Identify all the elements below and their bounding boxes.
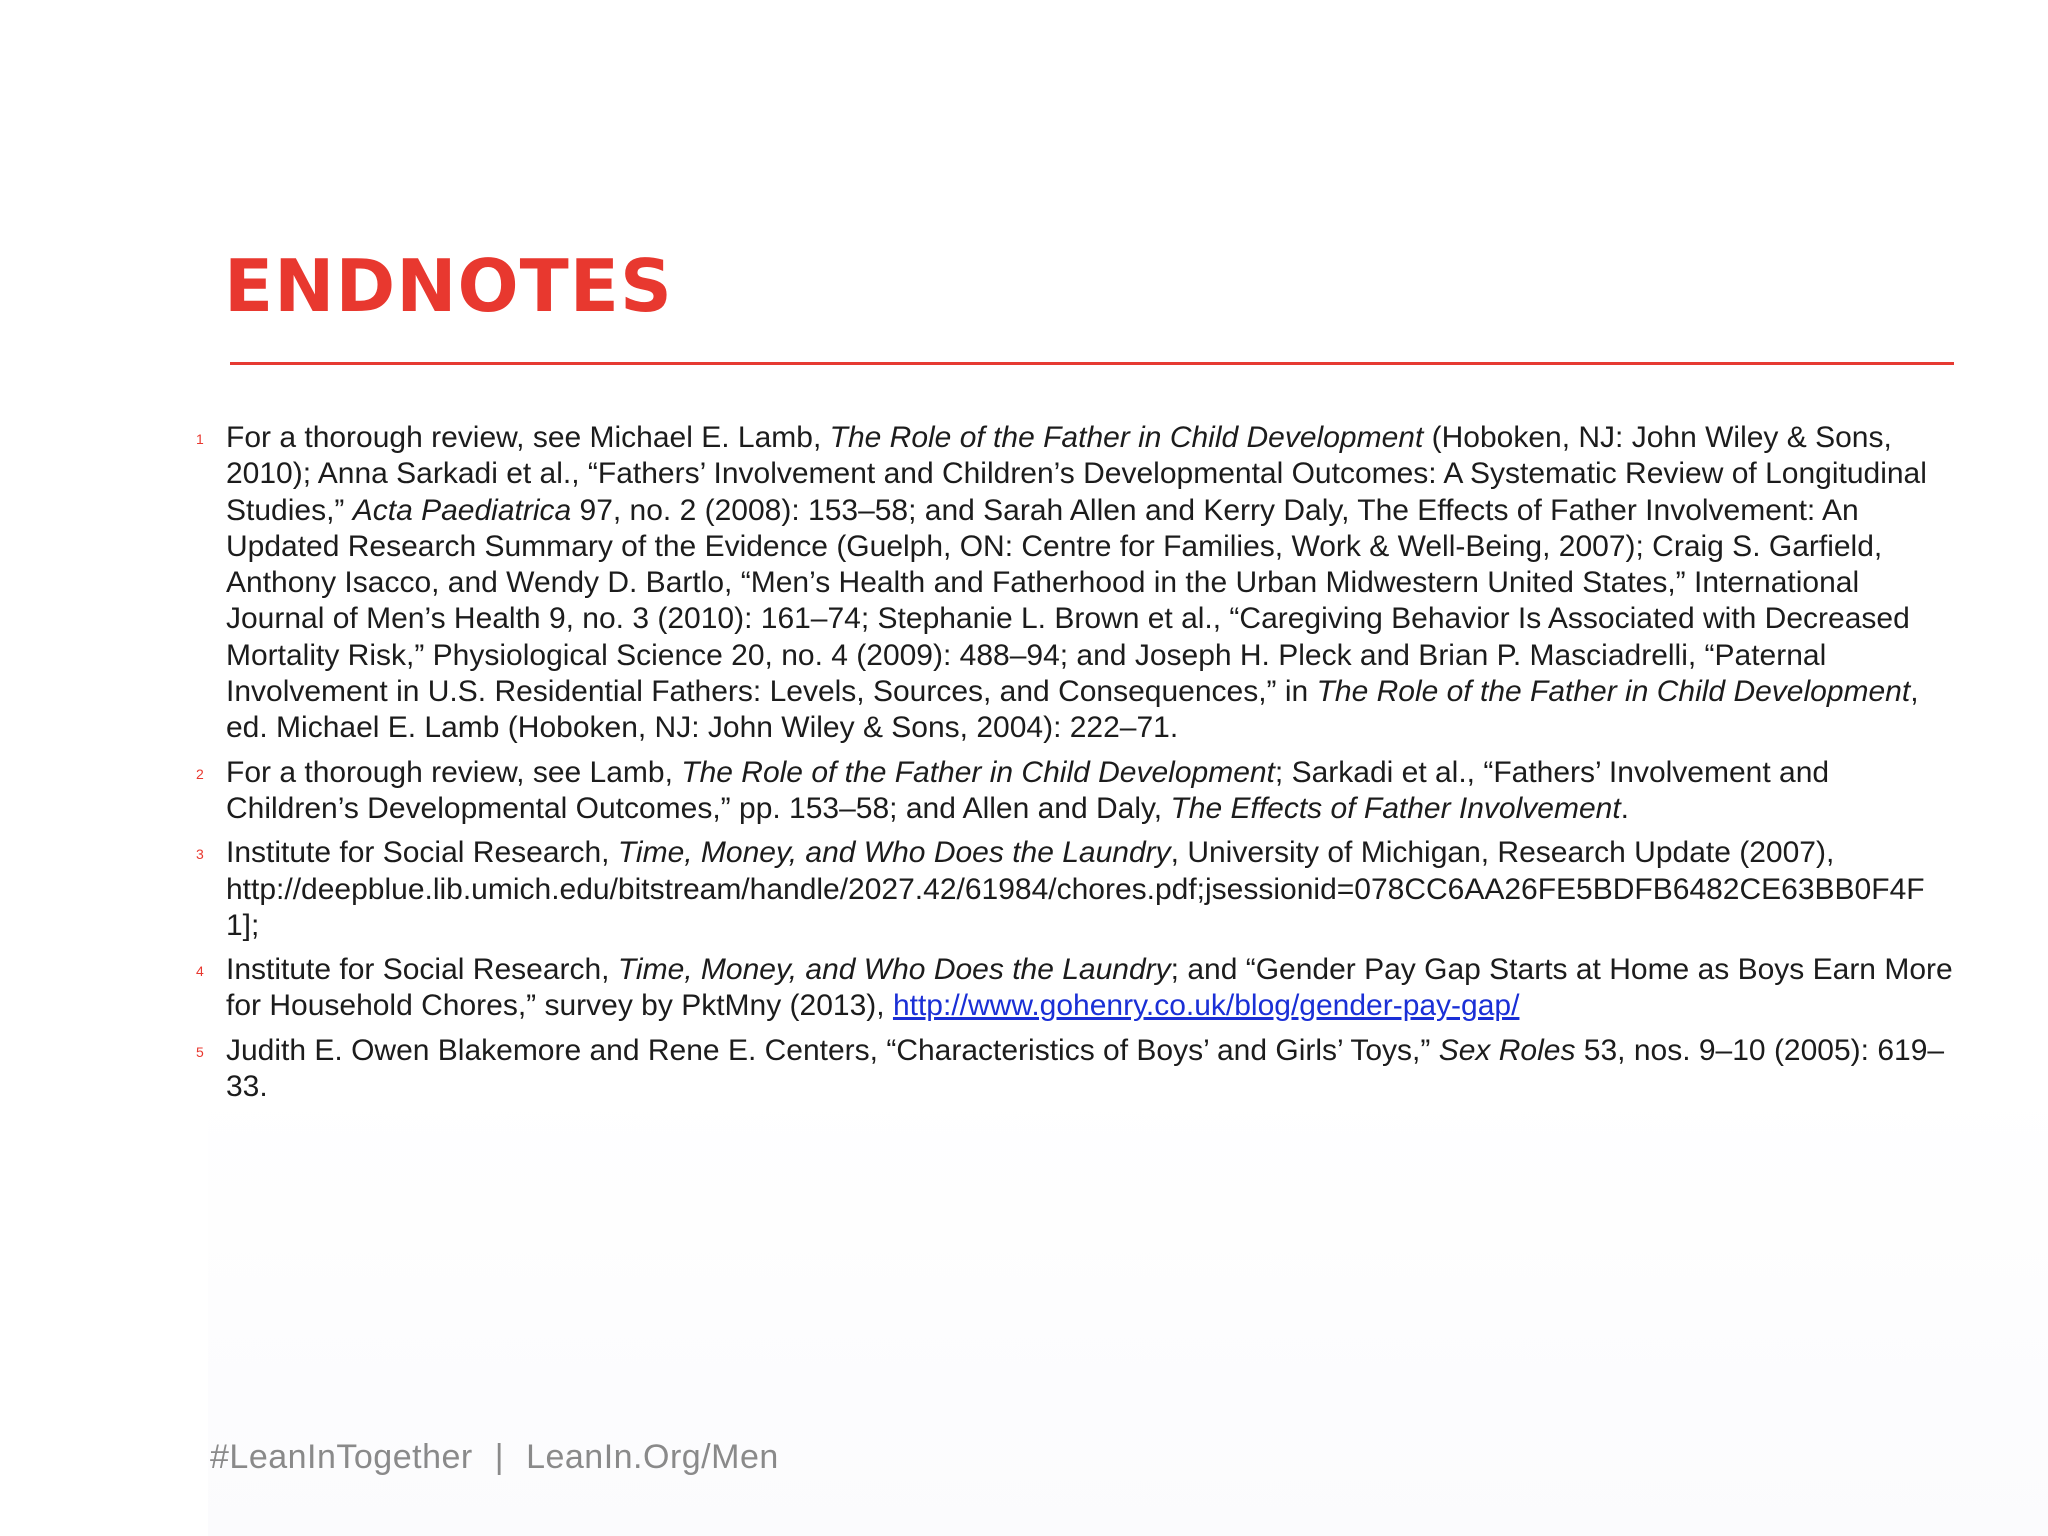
endnotes-list <box>196 420 1956 1113</box>
gender-pay-gap-link[interactable]: http://www.gohenry.co.uk/blog/gender-pay-gap/ <box>892 989 1520 1023</box>
endnote-number: 1 <box>196 431 204 447</box>
journal-title: Acta Paediatrica <box>352 493 572 527</box>
text-run: Judith E. Owen Blakemore and Rene E. Centers, “Characteristics of Boys’ and Girls’ Toys,” <box>226 1033 1439 1067</box>
footer-hashtag: #LeanInTogether <box>210 1438 473 1476</box>
url-text: http://deepblue.lib.umich.edu/bitstream/handle/2027.42/61984/chores.pdf;jsessionid=078CC6AA26FE5BDFB6482CE63BB0F4F1]; <box>226 872 1925 942</box>
endnote-text <box>226 952 1956 1025</box>
text-run: (Hoboken, NJ: John Wiley & Sons, 2010); Anna Sarkadi et al., “Fathers’ Involvement and Children’s Developmental Outcomes: A Systematic Review of Longitudinal Studies,” <box>226 421 1927 527</box>
text-run: Institute for Social Research, <box>226 836 618 870</box>
footer <box>210 1438 779 1477</box>
footer-site: LeanIn.Org/Men <box>526 1438 779 1476</box>
text-run: ; Sarkadi et al., “Fathers’ Involvement and Children’s Developmental Outcomes,” pp. 153–58; and Allen and Daly, <box>226 755 1830 825</box>
endnote-text <box>226 420 1956 747</box>
text-run: 97, no. 2 (2008): 153–58; and Sarah Allen and Kerry Daly, The Effects of Father Involvement: An Updated Research Summary of the Evidence (Guelph, ON: Centre for Families, Work & Well-Being, 2007); Craig S. Garfield, Anthony Isacco, and Wendy D. Bartlo, “Men’s Health and Fatherhood in the Urban Midwestern United States,” International Journal of Men’s Health 9, no. 3 (2010): 161–74; Stephanie L. Brown et al., “Caregiving Behavior Is Associated with Decreased Mortality Risk,” Physiological Science 20, no. 4 (2009): 488–94; and Joseph H. Pleck and Brian P. Masciadrelli, “Paternal Involvement in U.S. Residential Fathers: Levels, Sources, and Consequences,” in <box>226 493 1910 709</box>
endnote-number: 4 <box>196 963 204 980</box>
endnote-2 <box>196 755 1956 828</box>
endnote-4 <box>196 952 1956 1025</box>
endnote-text <box>226 1033 1956 1106</box>
endnote-text <box>226 835 1956 944</box>
book-title: The Role of the Father in Child Development <box>1316 675 1911 709</box>
endnote-text <box>226 755 1956 828</box>
text-run: For a thorough review, see Michael E. Lamb, <box>226 421 830 454</box>
footer-separator: | <box>494 1438 505 1476</box>
text-run: ; and “Gender Pay Gap Starts at Home as Boys Earn More for Household Chores,” survey by PktMny (2013), <box>226 953 1953 1023</box>
endnote-5 <box>196 1033 1956 1106</box>
endnote-3 <box>196 835 1956 944</box>
title-divider <box>230 362 1954 365</box>
text-run: , ed. Michael E. Lamb (Hoboken, NJ: John Wiley & Sons, 2004): 222–71. <box>226 675 1919 745</box>
text-run: 53, nos. 9–10 (2005): 619–33. <box>226 1033 1945 1104</box>
text-run: . <box>1620 791 1630 825</box>
book-title: The Role of the Father in Child Development <box>681 755 1275 789</box>
endnote-1 <box>196 420 1956 747</box>
endnote-number: 2 <box>196 765 204 782</box>
book-title: The Effects of Father Involvement <box>1170 791 1621 825</box>
text-run: For a thorough review, see Lamb, <box>226 755 682 789</box>
report-title: Time, Money, and Who Does the Laundry <box>617 836 1171 870</box>
endnote-number: 3 <box>196 846 204 863</box>
text-run: Institute for Social Research, <box>226 953 618 987</box>
page-title: ENDNOTES <box>224 244 673 328</box>
journal-title: Sex Roles <box>1438 1033 1576 1067</box>
text-run: , University of Michigan, Research Update (2007), <box>1170 836 1835 870</box>
book-title: The Role of the Father in Child Development <box>829 421 1424 454</box>
endnote-number: 5 <box>196 1043 204 1060</box>
report-title: Time, Money, and Who Does the Laundry <box>617 953 1171 987</box>
